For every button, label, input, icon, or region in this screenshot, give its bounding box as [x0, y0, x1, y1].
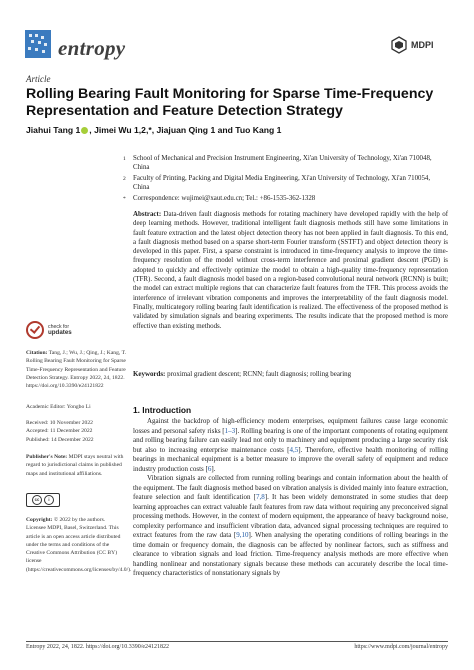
- received-date: Received: 10 November 2022: [26, 420, 93, 426]
- citation-block: [26, 349, 126, 390]
- text-run: ]. It has been widely demonstrated in some studies that deep learning approaches can extract valuable fault features from raw data without requiring any preconceived signal processing methods. However, in the context of modern equipment, the appearance of heavy background noise, complexity performance and insufficient vibration data, advanced signal processing techniques are required to extract features from the raw data [: [133, 493, 448, 539]
- author-name[interactable]: Jimei Wu 1,2,*: [94, 125, 152, 135]
- citation-link[interactable]: 9,10: [236, 531, 249, 539]
- journal-name[interactable]: entropy: [58, 36, 126, 60]
- check-updates-label: [48, 324, 72, 336]
- cc-license-icon[interactable]: [26, 493, 60, 507]
- citation-link[interactable]: 1–3: [224, 426, 236, 435]
- copyright-block: [26, 516, 132, 574]
- text-run: Vibration signals are collected from running rolling bearings and contain information about the health of the equipment. The fault diagnosis method based on vibration analysis is divided mainly into feature extraction, feature selection and fault identification [: [133, 474, 448, 501]
- affiliation: [123, 175, 448, 192]
- abstract-label: Abstract:: [133, 210, 162, 218]
- mdpi-icon: [390, 36, 408, 54]
- copyright-label: Copyright:: [26, 517, 53, 523]
- article-type: Article: [26, 74, 51, 84]
- abstract: [133, 210, 448, 331]
- publisher-note-text: MDPI stays neutral with regard to jurisdictional claims in published maps and institutional affiliations.: [26, 454, 124, 477]
- author-list: Jiahui Tang 1 , Jimei Wu 1,2,*, Jiajuan Qing 1 and Tuo Kang 1: [26, 125, 282, 135]
- check-updates-icon: [26, 321, 44, 339]
- footer-citation[interactable]: Entropy 2022, 24, 1822. https://doi.org/10.3390/e24121822: [26, 644, 170, 650]
- affiliation: [123, 155, 448, 172]
- published-date: Published: 14 December 2022: [26, 436, 94, 443]
- introduction-body: [133, 417, 448, 579]
- affiliation-text: Faculty of Printing, Packing and Digital Media Engineering, Xi'an University of Technology, Xi'an 710054, China: [133, 175, 431, 191]
- text-run: ]. Rolling bearing is one of the important components of rotating equipment and rolling bearing failure can easily lead not only to machinery and equipment producing a large security risk but also to increasing enterprise maintenance costs [: [133, 426, 448, 454]
- publisher-logo[interactable]: [390, 33, 450, 57]
- text-run: ].: [211, 464, 216, 473]
- abstract-text: Data-driven fault diagnosis methods for rotating machinery have developed rapidly with the help of deep learning methods. However, traditional intelligent fault diagnosis methods still have some limitations in fault feature extraction and the latest object detection theory has not been applied in fault diagnosis. To this end, a fault diagnosis method based on a sparse short-term Fourier transform (SSTFT) and object detection theory is developed in this paper. First, a sparse constraint is introduced in time-frequency analysis to improve the time-frequency resolution of the model without cross-term interference and proximal gradient descent (PGD) is adopted to quickly and effectively optimize the model to obtain a high-quality time-frequency representation (TFR). Second, a fault diagnosis model based on a region-based convolutional neural network (RCNN) is built; the model can extract multiple regions that can characterize fault features from the TFR. This process avoids the interference of irrelevant vibration components and improves the interpretability of the fault diagnosis model. Finally, multicategory rolling bearing fault identification is realized. The effectiveness of the proposed method is validated by simulation signals and bearing experiments. The results indicate that the proposed method is more effective than existing methods.: [133, 210, 448, 330]
- article-title: Rolling Bearing Fault Monitoring for Sparse Time-Frequency Representation and Feature Detection Strategy: [26, 86, 434, 119]
- text-run: ]. Therefore, effective health monitoring of rolling bearings in mechanical equipment is a better measure to improve the overall safety of equipment and reduce industry production costs [: [133, 445, 449, 473]
- academic-editor: Academic Editor: Yongbo Li: [26, 404, 91, 410]
- journal-logo-icon: [25, 30, 51, 58]
- publisher-note-label: Publisher's Note:: [26, 454, 68, 460]
- affiliation-number: *: [123, 196, 126, 202]
- text-run: ]. When analysing the operating conditions of rolling bearings in the time domain or frequency domain, the diagnosis can be affected by nonlinear factors, such as stiffness and clearance to vibration signals and load friction. Time-frequency analysis methods are more effective when handling nonlinear and nonstationary signals because these methods can accurately describe the local time-frequency characteristics of nonstationary signals by: [133, 531, 448, 577]
- citation-text[interactable]: Tang, J.; Wu, J.; Qing, J.; Kang, T. Rolling Bearing Fault Monitoring for Sparse Time-Frequency Representation and Feature Detection Strategy. Entropy 2022, 24, 1822. https://doi.org/10.3390/e24121822: [26, 350, 126, 390]
- paragraph: [133, 417, 448, 474]
- keywords-text: proximal gradient descent; RCNN; fault diagnosis; rolling bearing: [167, 370, 352, 378]
- publisher-note: [26, 453, 126, 478]
- author-name[interactable]: Tuo Kang 1: [235, 125, 282, 135]
- by-icon: i: [44, 495, 54, 505]
- check-updates-line1: check for: [48, 323, 70, 330]
- cc-icon: cc: [32, 495, 42, 505]
- section-heading: 1. Introduction: [133, 405, 192, 415]
- check-for-updates-button[interactable]: [26, 321, 72, 339]
- citation-link[interactable]: 6: [207, 464, 212, 473]
- footer-journal-link[interactable]: https://www.mdpi.com/journal/entropy: [354, 644, 448, 650]
- author-name[interactable]: Jiahui Tang 1: [26, 125, 81, 135]
- publication-dates: [26, 419, 126, 444]
- accepted-date: Accepted: 11 December 2022: [26, 428, 93, 435]
- citation-label: Citation:: [26, 350, 48, 356]
- citation-link[interactable]: 7,8: [256, 493, 265, 501]
- affiliation-text: School of Mechanical and Precision Instrument Engineering, Xi'an University of Technology, Xi'an 710048, China: [133, 155, 432, 171]
- publisher-name: MDPI: [411, 40, 434, 50]
- correspondence-text[interactable]: Correspondence: wujimei@xaut.edu.cn; Tel.: +86-1535-362-1328: [133, 195, 316, 202]
- keywords-label: Keywords:: [133, 370, 166, 378]
- affiliation-number: 1: [123, 156, 126, 162]
- citation-link[interactable]: 4,5: [289, 445, 299, 454]
- affiliation-number: 2: [123, 176, 126, 182]
- paragraph: [133, 474, 448, 579]
- footer-divider: [26, 641, 448, 642]
- correspondence: [123, 195, 448, 204]
- copyright-text: © 2022 by the authors. Licensee MDPI, Basel, Switzerland. This article is an open access article distributed under the terms and conditions of the Creative Commons Attribution (CC BY) license (https://creativecommons.org/licenses/by/4.0/).: [26, 517, 132, 573]
- text-run: Against the backdrop of high-efficiency modern enterprises, equipment failures cause large economic losses and personal safety risks [: [133, 417, 448, 435]
- author-name[interactable]: Jiajuan Qing 1: [156, 125, 216, 135]
- orcid-icon[interactable]: [81, 127, 88, 134]
- keywords: [133, 370, 448, 379]
- check-updates-line2: updates: [48, 329, 72, 336]
